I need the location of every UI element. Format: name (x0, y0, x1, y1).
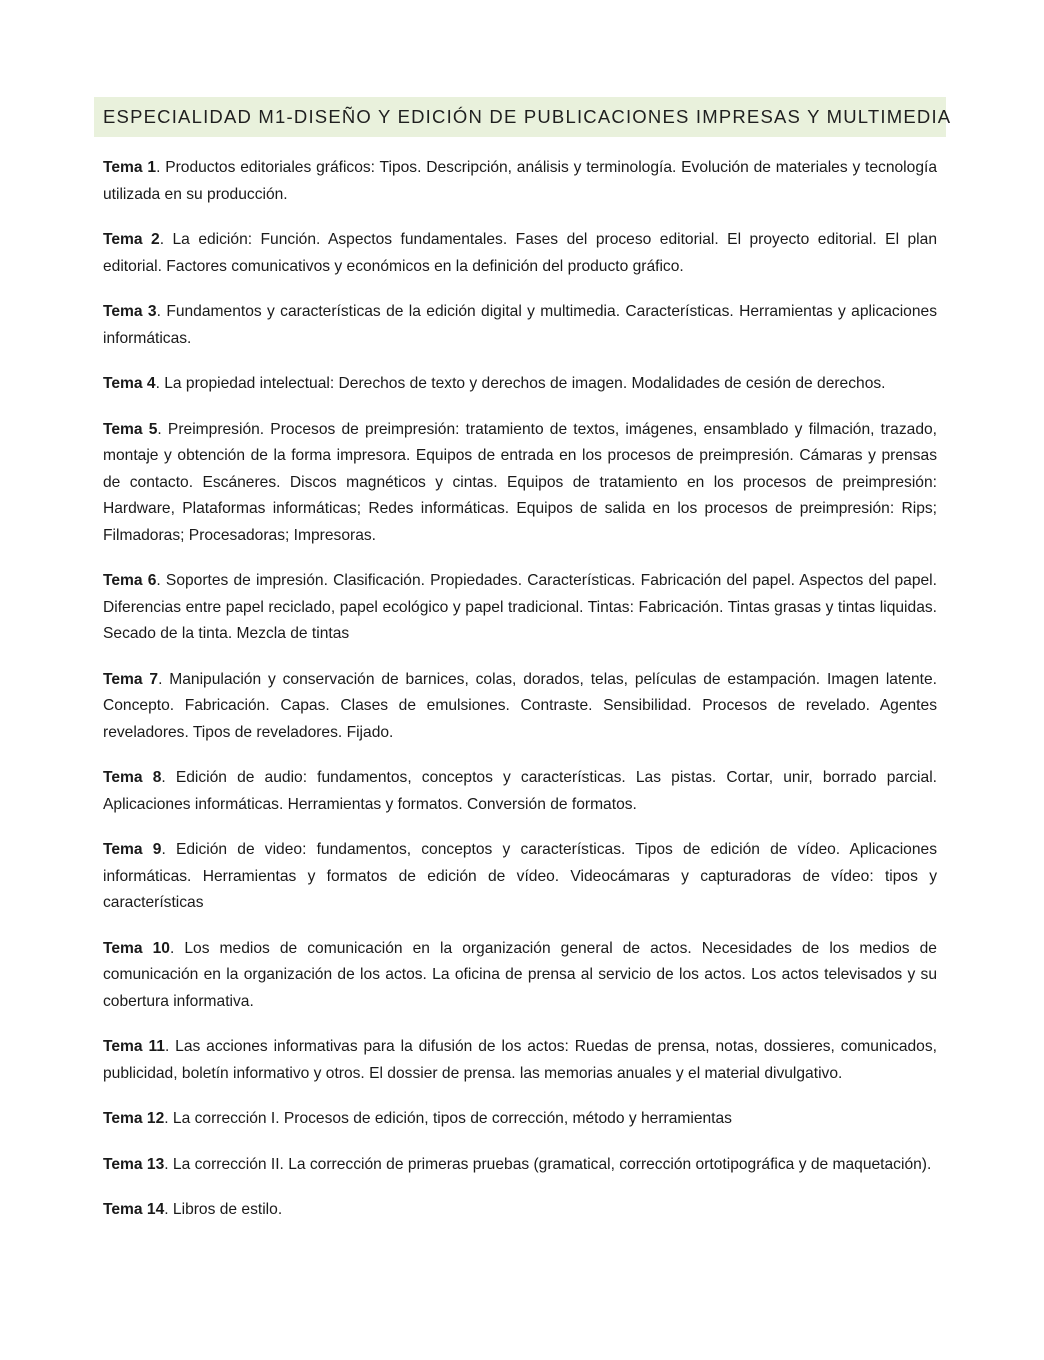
topic-text: . Productos editoriales gráficos: Tipos. Descripción, análisis y terminología. Evolución de materiales y tecnología utilizada en su producción. (103, 159, 937, 203)
topic-text: . La propiedad intelectual: Derechos de texto y derechos de imagen. Modalidades de cesión de derechos. (155, 375, 886, 392)
topic-item (103, 1034, 937, 1087)
topic-item (103, 227, 937, 280)
topic-text: . Preimpresión. Procesos de preimpresión: tratamiento de textos, imágenes, ensamblado y filmación, trazado, montaje y obtención de la forma impresora. Equipos de entrada en los procesos de preimpresión. Cámaras y prensas de contacto. Escáneres. Discos magnéticos y cintas. Equipos de tratamiento en los procesos de preimpresión: Hardware, Plataformas informáticas; Redes informáticas. Equipos de salida en los procesos de preimpresión: Rips; Filmadoras; Procesadoras; Impresoras. (103, 420, 937, 544)
topic-label: Tema 7 (103, 670, 159, 688)
topic-label: Tema 10 (103, 939, 170, 957)
topic-item (103, 765, 937, 818)
topic-text: . Edición de audio: fundamentos, conceptos y características. Las pistas. Cortar, unir, borrado parcial. Aplicaciones informáticas. Herramientas y formatos. Conversión de formatos. (103, 769, 937, 813)
topic-item (103, 155, 937, 208)
topic-label: Tema 11 (103, 1038, 165, 1055)
topic-item (103, 371, 937, 398)
topic-item (103, 1106, 937, 1133)
topic-label: Tema 6 (103, 572, 157, 589)
topic-label: Tema 1 (103, 159, 157, 176)
topic-label: Tema 3 (103, 303, 157, 320)
topic-item (103, 568, 937, 648)
topic-list (103, 155, 937, 1243)
topic-label: Tema 9 (103, 841, 162, 858)
topic-text: . Edición de video: fundamentos, conceptos y características. Tipos de edición de vídeo. Aplicaciones informáticas. Herramientas y formatos de edición de vídeo. Videocámaras y capturadoras de vídeo: tipos y características (103, 841, 937, 911)
topic-text: . Las acciones informativas para la difusión de los actos: Ruedas de prensa, notas, dossieres, comunicados, publicidad, boletín informativo y otros. El dossier de prensa. las memorias anuales y el material divulgativo. (103, 1038, 937, 1082)
topic-text: . Soportes de impresión. Clasificación. Propiedades. Características. Fabricación del papel. Aspectos del papel. Diferencias entre papel reciclado, papel ecológico y papel tradicional. Tintas: Fabricación. Tintas grasas y tintas liquidas. Secado de la tinta. Mezcla de tintas (103, 572, 937, 642)
topic-text: . Libros de estilo. (164, 1201, 283, 1218)
topic-label: Tema 14 (103, 1201, 165, 1218)
topic-text: . Fundamentos y características de la edición digital y multimedia. Características. Herramientas y aplicaciones informáticas. (103, 303, 937, 347)
topic-text: . La edición: Función. Aspectos fundamentales. Fases del proceso editorial. El proyecto editorial. El plan editorial. Factores comunicativos y económicos en la definición del producto gráfico. (103, 231, 937, 275)
topic-label: Tema 8 (103, 769, 162, 786)
section-heading: ESPECIALIDAD M1-DISEÑO Y EDICIÓN DE PUBLICACIONES IMPRESAS Y MULTIMEDIA (94, 97, 946, 137)
topic-item (103, 667, 937, 747)
topic-label: Tema 13 (103, 1155, 165, 1173)
topic-item (103, 1197, 937, 1224)
topic-text: . La corrección II. La corrección de primeras pruebas (gramatical, corrección ortotipográfica y de maquetación). (164, 1155, 932, 1173)
topic-text: . Los medios de comunicación en la organización general de actos. Necesidades de los medios de comunicación en la organización de los actos. La oficina de prensa al servicio de los actos. Los actos televisados y su cobertura informativa. (103, 939, 937, 1010)
topic-item (103, 417, 937, 550)
topic-text: . Manipulación y conservación de barnices, colas, dorados, telas, películas de estampación. Imagen latente. Concepto. Fabricación. Capas. Clases de emulsiones. Contraste. Sensibilidad. Procesos de revelado. Agentes reveladores. Tipos de reveladores. Fijado. (103, 670, 937, 741)
topic-label: Tema 2 (103, 231, 160, 248)
topic-item (103, 837, 937, 917)
topic-label: Tema 4 (103, 375, 156, 392)
topic-label: Tema 5 (103, 420, 158, 438)
topic-item (103, 936, 937, 1016)
topic-item (103, 1152, 937, 1179)
topic-text: . La corrección I. Procesos de edición, tipos de corrección, método y herramientas (164, 1110, 732, 1127)
topic-item (103, 299, 937, 352)
topic-label: Tema 12 (103, 1110, 165, 1127)
